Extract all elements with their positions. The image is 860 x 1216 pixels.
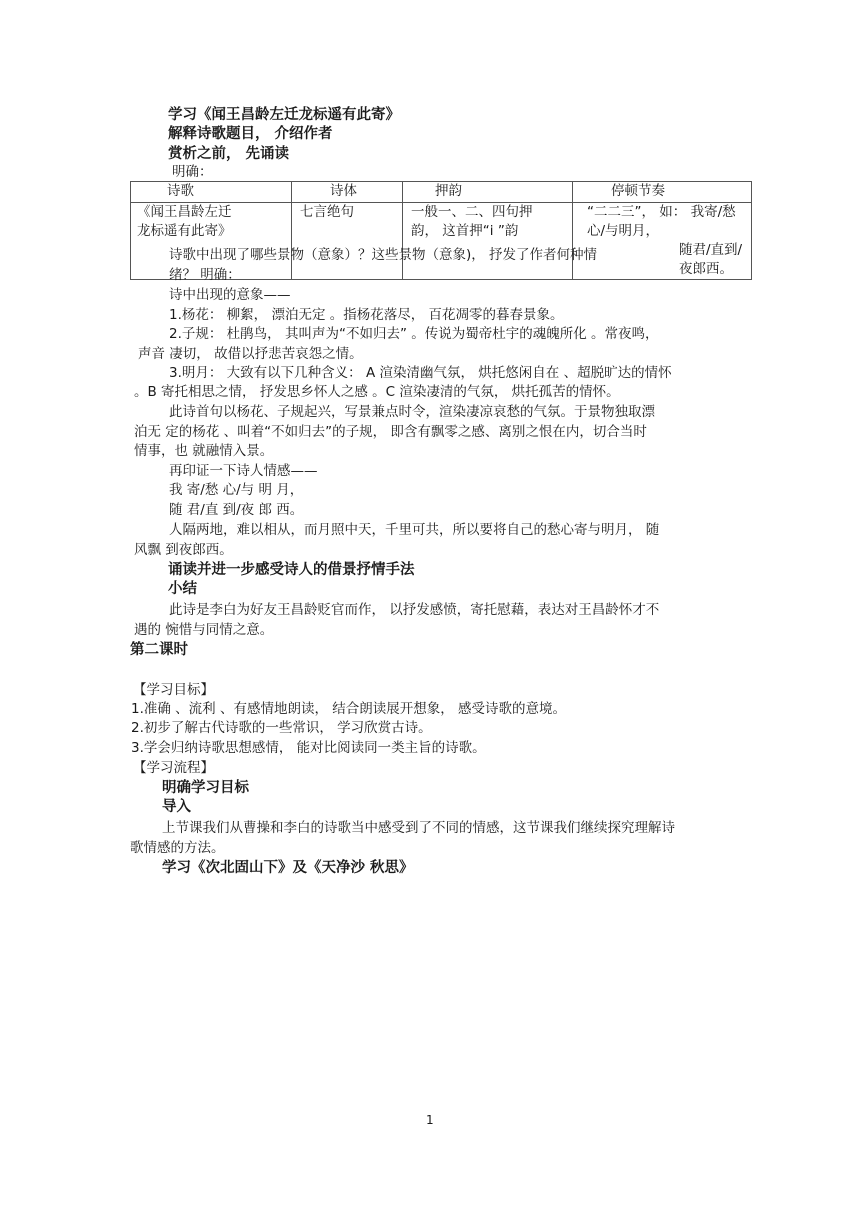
- clarify-label: 明确：: [172, 164, 213, 180]
- verify-emotion: 再印证一下诗人情感——: [169, 463, 318, 479]
- analysis-line2: 泊无 定的杨花 、叫着“不如归去”的子规， 即含有飘零之感、离别之恨在内，切合当时: [134, 424, 647, 440]
- imagery-item-1: 1.杨花： 柳絮， 漂泊无定 。指杨花落尽， 百花凋零的暮春景象。: [169, 307, 564, 323]
- table-header-rhyme: 押韵: [403, 182, 573, 203]
- heading-study-next: 学习《次北固山下》及《天净沙 秋思》: [162, 860, 414, 876]
- heading-summary: 小结: [168, 581, 197, 597]
- verse-line2: 随 君/直 到/夜 郎 西。: [169, 502, 304, 518]
- verse-line1: 我 寄/愁 心/与 明 月，: [169, 482, 304, 498]
- imagery-item-2-line2: 声音 凄切， 故借以抒悲苦哀怨之情。: [138, 346, 363, 362]
- table-cell-form: 七言绝句: [292, 203, 403, 280]
- intro-line1: 上节课我们从曹操和李白的诗歌当中感受到了不同的情感，这节课我们继续探究理解诗: [162, 820, 675, 836]
- heading-clarify-goals: 明确学习目标: [162, 780, 249, 796]
- goal-3: 3.学会归纳诗歌思想感情， 能对比阅读同一类主旨的诗歌。: [131, 740, 486, 756]
- imagery-item-2-line1: 2.子规： 杜鹃鸟， 其叫声为“不如归去” 。传说为蜀帝杜宇的魂魄所化 。常夜鸣，: [169, 326, 659, 342]
- table-header-form: 诗体: [292, 182, 403, 203]
- page-number: 1: [426, 1113, 434, 1127]
- goal-1: 1.准确 、流利 、有感情地朗读， 结合朗读展开想象， 感受诗歌的意境。: [131, 701, 567, 717]
- heading-read-first: 赏析之前， 先诵读: [168, 146, 290, 162]
- goals-label: 【学习目标】: [133, 682, 214, 698]
- heading-explain-title: 解释诗歌题目， 介绍作者: [168, 126, 333, 142]
- explain-line1: 人隔两地，难以相从，而月照中天，千里可共，所以要将自己的愁心寄与明月， 随: [169, 522, 660, 538]
- imagery-intro: 诗中出现的意象——: [169, 287, 291, 303]
- question-line2: 绪？ 明确：: [169, 267, 241, 283]
- process-label: 【学习流程】: [133, 760, 214, 776]
- intro-line2: 歌情感的方法。: [130, 840, 225, 856]
- analysis-line3: 情事，也 就融情入景。: [134, 443, 274, 459]
- lesson2-title: 第二课时: [130, 642, 188, 658]
- imagery-item-3-line2: 。B 寄托相思之情， 抒发思乡怀人之感 。C 渲染凄清的气氛， 烘托孤苦的情怀。: [134, 384, 620, 400]
- summary-line2: 遇的 惋惜与同情之意。: [134, 622, 274, 638]
- rhythm-line2: 随君/直到/夜郎西。: [679, 242, 743, 277]
- table-header-poem: 诗歌: [131, 182, 292, 203]
- goal-2: 2.初步了解古代诗歌的一些常识， 学习欣赏古诗。: [131, 720, 432, 736]
- table-header-row: [131, 182, 752, 203]
- rhythm-line1: “二二三”， 如： 我寄/愁心/与明月，: [587, 204, 736, 239]
- rhyme-line2: 韵， 这首押“i ”韵: [411, 223, 519, 239]
- explain-line2: 风飘 到夜郎西。: [134, 542, 233, 558]
- question-line1: 诗歌中出现了哪些景物（意象）？这些景物（意象)， 抒发了作者何种情: [169, 247, 598, 263]
- summary-line1: 此诗是李白为好友王昌龄贬官而作， 以抒发感愤，寄托慰藉，表达对王昌龄怀才不: [169, 602, 660, 618]
- analysis-line1: 此诗首句以杨花、子规起兴，写景兼点时令，渲染凄凉哀愁的气氛。于景物独取漂: [169, 404, 655, 420]
- heading-recite: 诵读并进一步感受诗人的借景抒情手法: [168, 562, 415, 578]
- poem-title-line2: 龙标遥有此寄》: [137, 223, 232, 239]
- poem-title-line1: 《闻王昌龄左迁: [137, 204, 232, 220]
- table-header-rhythm: 停顿节奏: [573, 182, 752, 203]
- table-cell-rhythm: [573, 203, 752, 280]
- heading-intro: 导入: [162, 799, 191, 815]
- imagery-item-3-line1: 3.明月： 大致有以下几种含义： A 渲染清幽气氛， 烘托悠闲自在 、超脱旷达的情怀: [169, 365, 672, 381]
- heading-study-poem: 学习《闻王昌龄左迁龙标遥有此寄》: [168, 107, 400, 123]
- rhyme-line1: 一般一、二、四句押: [411, 204, 533, 220]
- table-cell-rhyme: [403, 203, 573, 280]
